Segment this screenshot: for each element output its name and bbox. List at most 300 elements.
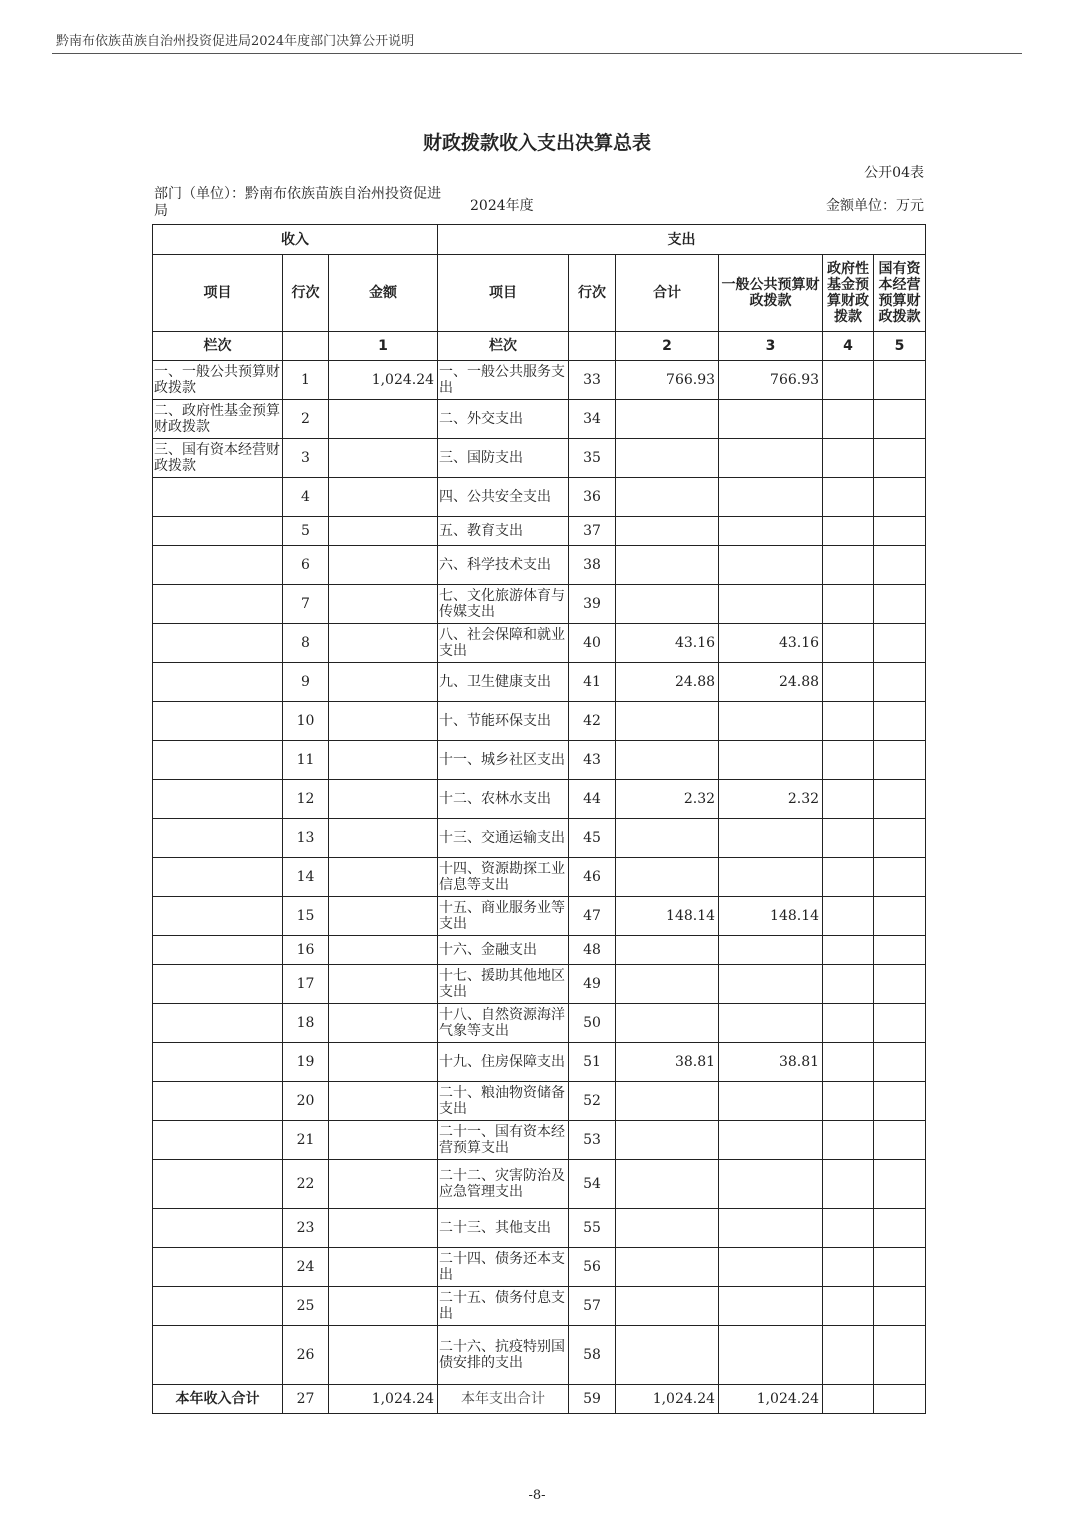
expense-row-number: 40	[569, 624, 616, 663]
income-amount	[329, 624, 438, 663]
table-row	[153, 1326, 926, 1385]
total-amount	[616, 439, 719, 478]
fund-budget-amount	[823, 663, 874, 702]
col-income-item: 项目	[153, 255, 283, 332]
table-row	[153, 624, 926, 663]
fund-budget-amount	[823, 1287, 874, 1326]
expense-row-number: 33	[569, 361, 616, 400]
fund-budget-amount	[823, 1082, 874, 1121]
income-amount	[329, 1082, 438, 1121]
fund-budget-amount	[823, 965, 874, 1004]
department-label: 部门（单位）：黔南布依族苗族自治州投资促进局	[154, 186, 441, 219]
income-row-number: 18	[283, 1004, 329, 1043]
income-row-number: 2	[283, 400, 329, 439]
section-header-row	[153, 225, 926, 255]
expense-item: 十四、资源勘探工业信息等支出	[438, 858, 569, 897]
table-row	[153, 819, 926, 858]
income-row-number: 14	[283, 858, 329, 897]
expense-row-number: 39	[569, 585, 616, 624]
income-row-number: 22	[283, 1160, 329, 1209]
general-budget-amount	[719, 965, 823, 1004]
income-item	[153, 1326, 283, 1385]
income-row-number: 7	[283, 585, 329, 624]
income-row-number: 16	[283, 936, 329, 965]
income-amount	[329, 1004, 438, 1043]
state-capital-amount	[874, 585, 926, 624]
col-income-row: 行次	[283, 255, 329, 332]
expense-row-number: 34	[569, 400, 616, 439]
general-budget-amount	[719, 1121, 823, 1160]
income-item: 二、政府性基金预算财政拨款	[153, 400, 283, 439]
total-amount	[616, 858, 719, 897]
general-budget-amount	[719, 1082, 823, 1121]
income-amount	[329, 439, 438, 478]
general-budget-amount: 766.93	[719, 361, 823, 400]
fund-budget-amount	[823, 702, 874, 741]
total-amount: 43.16	[616, 624, 719, 663]
income-amount	[329, 897, 438, 936]
state-capital-amount	[874, 1004, 926, 1043]
table-row	[153, 965, 926, 1004]
income-row-number: 1	[283, 361, 329, 400]
income-row-number: 6	[283, 546, 329, 585]
expense-item: 十、节能环保支出	[438, 702, 569, 741]
income-item	[153, 936, 283, 965]
total-amount	[616, 400, 719, 439]
expense-row-number: 49	[569, 965, 616, 1004]
table-row	[153, 517, 926, 546]
state-capital-amount	[874, 517, 926, 546]
general-budget-amount: 43.16	[719, 624, 823, 663]
income-total-row-number: 27	[283, 1385, 329, 1414]
fund-budget-amount	[823, 1248, 874, 1287]
income-item	[153, 1248, 283, 1287]
state-capital-amount	[874, 819, 926, 858]
expense-row-number: 38	[569, 546, 616, 585]
income-item	[153, 585, 283, 624]
expense-item: 十九、住房保障支出	[438, 1043, 569, 1082]
table-row	[153, 400, 926, 439]
expense-item: 二、外交支出	[438, 400, 569, 439]
col-income-amount: 金额	[329, 255, 438, 332]
expense-item: 十三、交通运输支出	[438, 819, 569, 858]
income-amount	[329, 965, 438, 1004]
expense-row-number: 43	[569, 741, 616, 780]
expense-item: 一、一般公共服务支出	[438, 361, 569, 400]
table-row	[153, 439, 926, 478]
col-fund-budget: 政府性基金预算财政拨款	[823, 255, 874, 332]
expense-row-number: 46	[569, 858, 616, 897]
state-capital-amount	[874, 400, 926, 439]
expense-row-number: 36	[569, 478, 616, 517]
income-amount	[329, 702, 438, 741]
state-capital-amount	[874, 361, 926, 400]
total-amount	[616, 741, 719, 780]
colnum-label: 栏次	[153, 332, 283, 361]
general-budget-amount	[719, 1160, 823, 1209]
income-item	[153, 1004, 283, 1043]
expense-row-number: 41	[569, 663, 616, 702]
table-row	[153, 780, 926, 819]
income-row-number: 25	[283, 1287, 329, 1326]
expense-item: 二十三、其他支出	[438, 1209, 569, 1248]
expense-row-number: 45	[569, 819, 616, 858]
income-item	[153, 702, 283, 741]
table-row	[153, 663, 926, 702]
income-amount	[329, 546, 438, 585]
fund-budget-amount	[823, 361, 874, 400]
state-capital-amount	[874, 741, 926, 780]
fund-budget-total	[823, 1385, 874, 1414]
expense-item: 十六、金融支出	[438, 936, 569, 965]
state-capital-amount	[874, 858, 926, 897]
income-amount	[329, 1043, 438, 1082]
colnum-2: 2	[616, 332, 719, 361]
general-budget-amount	[719, 1326, 823, 1385]
colnum-5: 5	[874, 332, 926, 361]
income-row-number: 10	[283, 702, 329, 741]
income-amount	[329, 936, 438, 965]
income-row-number: 15	[283, 897, 329, 936]
table-row	[153, 1287, 926, 1326]
expense-item: 三、国防支出	[438, 439, 569, 478]
general-budget-amount	[719, 1248, 823, 1287]
income-row-number: 4	[283, 478, 329, 517]
income-item	[153, 546, 283, 585]
total-amount	[616, 936, 719, 965]
income-row-number: 19	[283, 1043, 329, 1082]
general-budget-amount	[719, 1287, 823, 1326]
state-capital-amount	[874, 546, 926, 585]
expense-row-number: 50	[569, 1004, 616, 1043]
income-item: 三、国有资本经营财政拨款	[153, 439, 283, 478]
column-number-row	[153, 332, 926, 361]
income-item	[153, 965, 283, 1004]
general-budget-amount	[719, 517, 823, 546]
expense-item: 十八、自然资源海洋气象等支出	[438, 1004, 569, 1043]
total-row	[153, 1385, 926, 1414]
fund-budget-amount	[823, 819, 874, 858]
expense-item: 五、教育支出	[438, 517, 569, 546]
general-budget-amount	[719, 585, 823, 624]
col-expense-item: 项目	[438, 255, 569, 332]
income-amount	[329, 819, 438, 858]
state-capital-amount	[874, 702, 926, 741]
amount-unit: 金额单位：万元	[826, 198, 924, 214]
fund-budget-amount	[823, 897, 874, 936]
table-row	[153, 1043, 926, 1082]
page-number: -8-	[528, 1488, 546, 1503]
colnum-blank	[569, 332, 616, 361]
table-row	[153, 702, 926, 741]
total-amount: 148.14	[616, 897, 719, 936]
colnum-blank	[283, 332, 329, 361]
expense-row-number: 51	[569, 1043, 616, 1082]
expense-row-number: 42	[569, 702, 616, 741]
fund-budget-amount	[823, 858, 874, 897]
expense-row-number: 58	[569, 1326, 616, 1385]
expense-row-number: 52	[569, 1082, 616, 1121]
expense-row-number: 55	[569, 1209, 616, 1248]
fund-budget-amount	[823, 546, 874, 585]
table-row	[153, 741, 926, 780]
total-amount	[616, 702, 719, 741]
state-capital-amount	[874, 780, 926, 819]
table-row	[153, 1082, 926, 1121]
expense-row-number: 47	[569, 897, 616, 936]
income-item	[153, 663, 283, 702]
column-header-row	[153, 255, 926, 332]
expense-item: 十一、城乡社区支出	[438, 741, 569, 780]
table-row	[153, 585, 926, 624]
col-total: 合计	[616, 255, 719, 332]
expense-row-number: 35	[569, 439, 616, 478]
income-item	[153, 517, 283, 546]
total-amount	[616, 1082, 719, 1121]
general-budget-amount	[719, 936, 823, 965]
general-budget-amount	[719, 1004, 823, 1043]
fund-budget-amount	[823, 517, 874, 546]
income-row-number: 23	[283, 1209, 329, 1248]
income-row-number: 21	[283, 1121, 329, 1160]
income-amount	[329, 1326, 438, 1385]
state-capital-amount	[874, 624, 926, 663]
income-amount	[329, 1248, 438, 1287]
income-item	[153, 624, 283, 663]
state-capital-amount	[874, 1121, 926, 1160]
income-row-number: 11	[283, 741, 329, 780]
fund-budget-amount	[823, 478, 874, 517]
general-budget-total: 1,024.24	[719, 1385, 823, 1414]
income-amount	[329, 1121, 438, 1160]
income-amount: 1,024.24	[329, 361, 438, 400]
fund-budget-amount	[823, 585, 874, 624]
income-item	[153, 478, 283, 517]
state-capital-amount	[874, 1287, 926, 1326]
table-row	[153, 858, 926, 897]
expense-item: 六、科学技术支出	[438, 546, 569, 585]
total-amount	[616, 585, 719, 624]
expense-item: 十七、援助其他地区支出	[438, 965, 569, 1004]
income-total-label: 本年收入合计	[153, 1385, 283, 1414]
total-amount: 24.88	[616, 663, 719, 702]
total-amount	[616, 478, 719, 517]
income-amount	[329, 1287, 438, 1326]
total-amount	[616, 1160, 719, 1209]
expense-item: 二十四、债务还本支出	[438, 1248, 569, 1287]
state-capital-amount	[874, 1326, 926, 1385]
expense-row-number: 37	[569, 517, 616, 546]
general-budget-amount	[719, 1209, 823, 1248]
income-row-number: 26	[283, 1326, 329, 1385]
income-row-number: 9	[283, 663, 329, 702]
general-budget-amount: 24.88	[719, 663, 823, 702]
expense-item: 二十六、抗疫特别国债安排的支出	[438, 1326, 569, 1385]
total-amount	[616, 819, 719, 858]
table-row	[153, 1004, 926, 1043]
general-budget-amount	[719, 741, 823, 780]
general-budget-amount	[719, 439, 823, 478]
running-header: 黔南布依族苗族自治州投资促进局2024年度部门决算公开说明	[56, 34, 415, 49]
income-row-number: 17	[283, 965, 329, 1004]
col-general-budget: 一般公共预算财政拨款	[719, 255, 823, 332]
state-capital-amount	[874, 1209, 926, 1248]
expense-row-number: 53	[569, 1121, 616, 1160]
income-header: 收入	[153, 225, 438, 255]
income-total-amount: 1,024.24	[329, 1385, 438, 1414]
income-row-number: 20	[283, 1082, 329, 1121]
income-amount	[329, 1209, 438, 1248]
income-amount	[329, 585, 438, 624]
general-budget-amount	[719, 400, 823, 439]
header-divider	[52, 53, 1022, 54]
state-capital-amount	[874, 1160, 926, 1209]
fund-budget-amount	[823, 1326, 874, 1385]
total-amount: 38.81	[616, 1043, 719, 1082]
income-row-number: 12	[283, 780, 329, 819]
income-row-number: 13	[283, 819, 329, 858]
income-item	[153, 1209, 283, 1248]
income-amount	[329, 517, 438, 546]
fund-budget-amount	[823, 780, 874, 819]
income-item	[153, 780, 283, 819]
general-budget-amount	[719, 702, 823, 741]
expense-total-row-number: 59	[569, 1385, 616, 1414]
total-amount	[616, 546, 719, 585]
table-row	[153, 1160, 926, 1209]
expense-item: 十五、商业服务业等支出	[438, 897, 569, 936]
table-row	[153, 1248, 926, 1287]
expense-row-number: 44	[569, 780, 616, 819]
table-row	[153, 936, 926, 965]
table-row	[153, 361, 926, 400]
fund-budget-amount	[823, 439, 874, 478]
fund-budget-amount	[823, 400, 874, 439]
table-row	[153, 1209, 926, 1248]
expense-item: 八、社会保障和就业支出	[438, 624, 569, 663]
state-capital-amount	[874, 897, 926, 936]
fiscal-year: 2024年度	[470, 198, 534, 214]
colnum-4: 4	[823, 332, 874, 361]
fund-budget-amount	[823, 1209, 874, 1248]
total-amount	[616, 1004, 719, 1043]
total-amount	[616, 1209, 719, 1248]
state-capital-amount	[874, 663, 926, 702]
form-code: 公开04表	[864, 165, 924, 181]
income-row-number: 24	[283, 1248, 329, 1287]
expense-item: 二十五、债务付息支出	[438, 1287, 569, 1326]
total-amount	[616, 1326, 719, 1385]
table-row	[153, 478, 926, 517]
total-amount: 766.93	[616, 361, 719, 400]
fund-budget-amount	[823, 1160, 874, 1209]
expense-total-label: 本年支出合计	[438, 1385, 569, 1414]
expense-item: 四、公共安全支出	[438, 478, 569, 517]
general-budget-amount	[719, 858, 823, 897]
general-budget-amount	[719, 546, 823, 585]
total-amount	[616, 1287, 719, 1326]
table-row	[153, 546, 926, 585]
colnum-1: 1	[329, 332, 438, 361]
total-amount	[616, 1121, 719, 1160]
expense-row-number: 48	[569, 936, 616, 965]
income-amount	[329, 663, 438, 702]
total-amount	[616, 517, 719, 546]
colnum-3: 3	[719, 332, 823, 361]
state-capital-amount	[874, 1043, 926, 1082]
income-item	[153, 741, 283, 780]
income-item	[153, 819, 283, 858]
total-amount: 2.32	[616, 780, 719, 819]
fund-budget-amount	[823, 936, 874, 965]
page-title: 财政拨款收入支出决算总表	[422, 132, 651, 154]
expense-row-number: 56	[569, 1248, 616, 1287]
expense-row-number: 57	[569, 1287, 616, 1326]
col-expense-row: 行次	[569, 255, 616, 332]
income-amount	[329, 400, 438, 439]
fund-budget-amount	[823, 741, 874, 780]
income-row-number: 8	[283, 624, 329, 663]
fund-budget-amount	[823, 624, 874, 663]
state-capital-amount	[874, 439, 926, 478]
expense-header: 支出	[438, 225, 926, 255]
income-amount	[329, 1160, 438, 1209]
expense-total-amount: 1,024.24	[616, 1385, 719, 1414]
expense-item: 九、卫生健康支出	[438, 663, 569, 702]
income-item	[153, 1121, 283, 1160]
income-amount	[329, 858, 438, 897]
income-row-number: 5	[283, 517, 329, 546]
income-amount	[329, 780, 438, 819]
total-amount	[616, 1248, 719, 1287]
income-item	[153, 858, 283, 897]
state-capital-amount	[874, 1082, 926, 1121]
income-item	[153, 1043, 283, 1082]
expense-item: 七、文化旅游体育与传媒支出	[438, 585, 569, 624]
fund-budget-amount	[823, 1004, 874, 1043]
state-capital-amount	[874, 478, 926, 517]
total-amount	[616, 965, 719, 1004]
fund-budget-amount	[823, 1121, 874, 1160]
state-capital-amount	[874, 936, 926, 965]
income-item	[153, 897, 283, 936]
income-row-number: 3	[283, 439, 329, 478]
fund-budget-amount	[823, 1043, 874, 1082]
income-item	[153, 1160, 283, 1209]
table-row	[153, 897, 926, 936]
general-budget-amount	[719, 478, 823, 517]
state-capital-amount	[874, 1248, 926, 1287]
expense-row-number: 54	[569, 1160, 616, 1209]
income-amount	[329, 478, 438, 517]
income-item	[153, 1287, 283, 1326]
expense-item: 二十、粮油物资储备支出	[438, 1082, 569, 1121]
state-capital-total	[874, 1385, 926, 1414]
general-budget-amount: 148.14	[719, 897, 823, 936]
expense-item: 二十二、灾害防治及应急管理支出	[438, 1160, 569, 1209]
expense-item: 二十一、国有资本经营预算支出	[438, 1121, 569, 1160]
table-row	[153, 1121, 926, 1160]
state-capital-amount	[874, 965, 926, 1004]
fiscal-summary-table	[152, 224, 926, 1414]
expense-item: 十二、农林水支出	[438, 780, 569, 819]
col-state-capital: 国有资本经营预算财政拨款	[874, 255, 926, 332]
income-amount	[329, 741, 438, 780]
income-item	[153, 1082, 283, 1121]
general-budget-amount: 2.32	[719, 780, 823, 819]
general-budget-amount	[719, 819, 823, 858]
general-budget-amount: 38.81	[719, 1043, 823, 1082]
